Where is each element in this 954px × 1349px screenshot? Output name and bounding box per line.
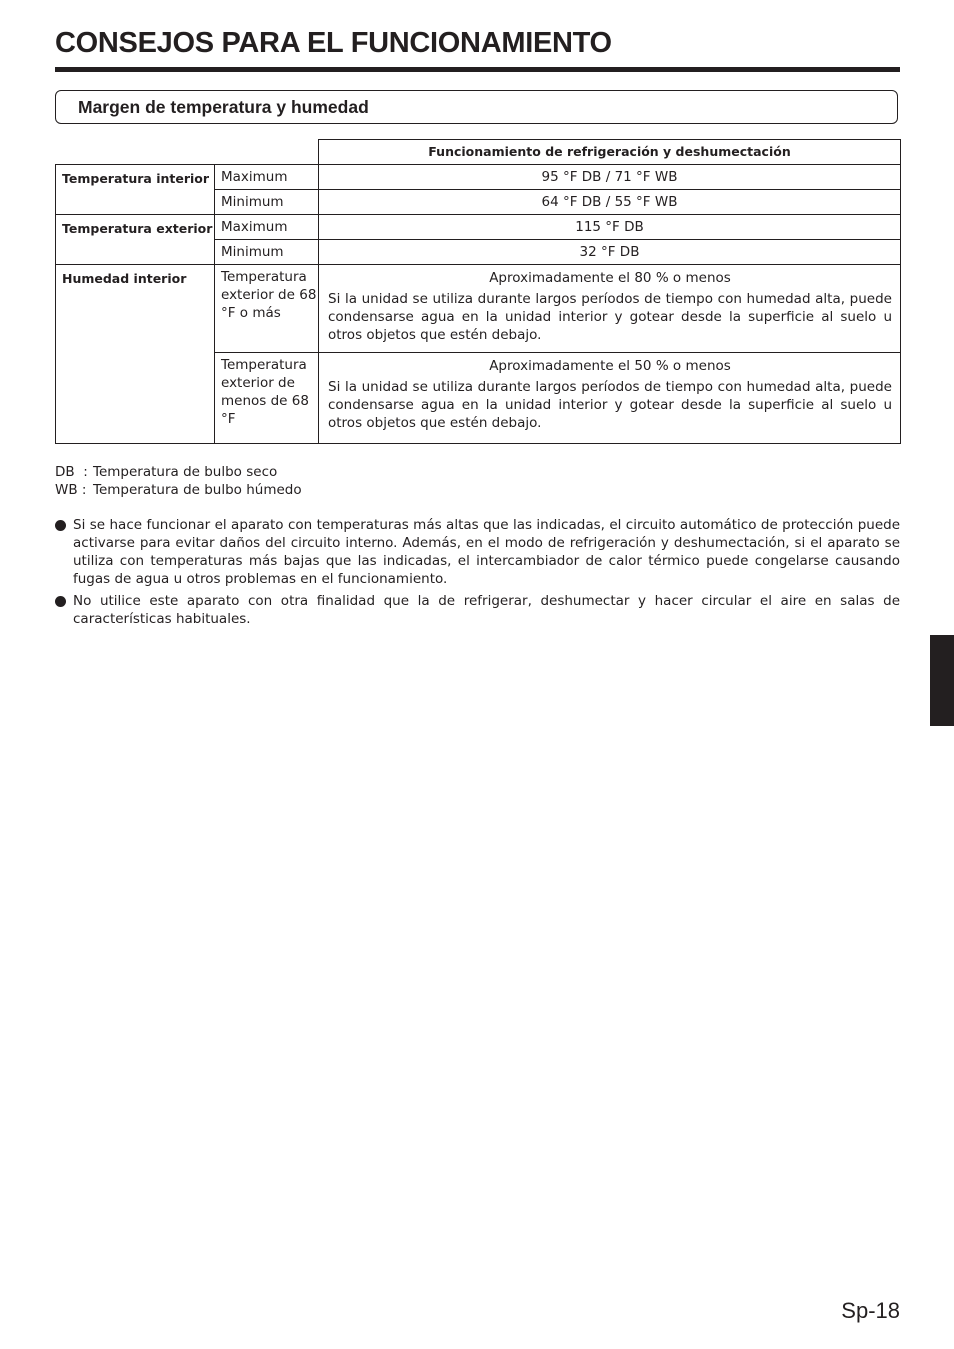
row-label-outdoor-temp: Temperatura exterior [56,215,215,265]
page-title: CONSEJOS PARA EL FUNCIONAMIENTO [55,27,612,59]
humidity-note: Si la unidad se utiliza durante largos períodos de tiempo con humedad alta, puede condensarse agua en la unidad interior y gotear desde la superficie al suelo u otros objetos que estén debajo. [328,379,892,431]
list-item [55,592,900,628]
table-header-row [56,140,901,165]
humidity-value: Aproximadamente el 50 % o menos [489,358,731,374]
bullet-icon [55,596,66,607]
column-header: Funcionamiento de refrigeración y deshumectación [319,140,901,165]
table-row [56,215,901,240]
table-corner [56,140,319,165]
page-number: Sp-18 [841,1298,900,1323]
title-rule [55,67,900,72]
bullet-list [55,516,900,632]
abbreviation-text: Temperatura de bulbo seco [93,464,278,480]
sub-label: Maximum [215,215,319,240]
abbreviation-row [55,463,900,481]
sub-label: Minimum [215,190,319,215]
bullet-text: Si se hace funcionar el aparato con temperaturas más altas que las indicadas, el circuito automático de protección puede activarse para evitar daños del circuito interno. Además, en el modo de refrigeración y deshumectación, si el aparato se utiliza con temperaturas más bajas que las indicadas, el intercambiador de calor térmico puede congelarse causando fugas de agua u otros problemas en el funcionamiento. [73,517,900,587]
bullet-text: No utilice este aparato con otra finalidad que la de refrigerar, deshumectar y hacer circular el aire en salas de características habituales. [73,593,900,627]
value-cell: 64 °F DB / 55 °F WB [319,190,901,215]
spec-table [55,139,901,444]
side-tab-marker [930,635,954,726]
value-cell: 95 °F DB / 71 °F WB [319,165,901,190]
sub-label: Temperatura exterior de menos de 68 °F [215,353,319,444]
row-label-indoor-humidity: Humedad interior [56,265,215,444]
section-box [55,90,898,124]
bullet-icon [55,520,66,531]
abbreviation-row [55,481,900,499]
humidity-value: Aproximadamente el 80 % o menos [489,270,731,286]
abbreviation-key: WB : [55,482,87,498]
sub-label: Minimum [215,240,319,265]
value-cell: 32 °F DB [319,240,901,265]
abbreviation-notes [55,463,900,499]
abbreviation-text: Temperatura de bulbo húmedo [93,482,302,498]
humidity-cell [319,353,901,444]
value-cell: 115 °F DB [319,215,901,240]
row-label-indoor-temp: Temperatura interior [56,165,215,215]
sub-label: Maximum [215,165,319,190]
sub-label: Temperatura exterior de 68 °F o más [215,265,319,353]
humidity-note: Si la unidad se utiliza durante largos períodos de tiempo con humedad alta, puede condensarse agua en la unidad interior y gotear desde la superficie al suelo u otros objetos que estén debajo. [328,291,892,343]
abbreviation-key: DB : [55,464,88,480]
table-row [56,165,901,190]
list-item [55,516,900,588]
section-heading: Margen de temperatura y humedad [78,97,369,117]
humidity-cell [319,265,901,353]
table-row [56,265,901,353]
